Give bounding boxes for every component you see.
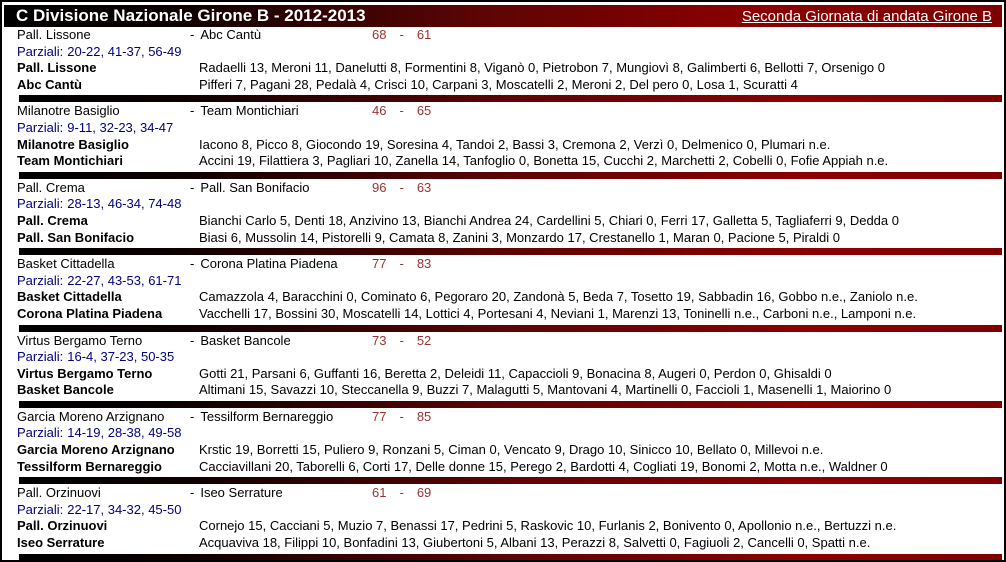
away-team-cell xyxy=(190,333,372,350)
roster-row xyxy=(17,366,1004,383)
home-team-name: Pall. Lissone xyxy=(17,27,91,42)
section-divider xyxy=(19,401,1002,408)
player-scores: Biasi 6, Mussolin 14, Pistorelli 9, Camata 8, Zanini 3, Monzardo 17, Crestanello 1, Maran 0, Pacione 5, Piraldi 0 xyxy=(199,229,840,245)
score-home: 46 xyxy=(372,103,387,119)
roster-team-name: Pall. Orzinuovi xyxy=(17,518,108,534)
player-scores: Cornejo 15, Cacciani 5, Muzio 7, Benassi 17, Pedrini 5, Raskovic 10, Furlanis 2, Bonivento 0, Apollonio n.e., Bertuzzi n.e. xyxy=(199,518,897,534)
page-title: C Divisione Nazionale Girone B - 2012-2013 xyxy=(16,6,366,25)
home-team-name: Pall. Crema xyxy=(17,179,85,195)
game-block xyxy=(2,485,1004,560)
score-home: 61 xyxy=(372,485,387,501)
match-line xyxy=(17,27,1004,44)
roster-team-name: Basket Cittadella xyxy=(17,289,122,305)
team-separator-dash: - xyxy=(190,485,195,501)
section-divider xyxy=(19,95,1002,102)
player-scores: Iacono 8, Picco 8, Giocondo 19, Soresina 4, Tandoi 2, Bassi 3, Cremona 2, Verzì 0, Delmenico 0, Plumari n.e. xyxy=(199,136,831,152)
roster-row xyxy=(17,382,1004,399)
parziali-line xyxy=(17,273,1004,290)
score-away: 63 xyxy=(416,179,432,195)
section-divider xyxy=(19,325,1002,332)
away-team-name: Pall. San Bonifacio xyxy=(200,179,310,195)
parziali-line xyxy=(17,502,1004,519)
roster-row xyxy=(17,213,1004,230)
away-team-name: Abc Cantù xyxy=(200,27,262,42)
player-scores: Pifferi 7, Pagani 28, Pedalà 4, Crisci 10, Carpani 3, Moscatelli 2, Meroni 2, Del pero 0, Losa 1, Scuratti 4 xyxy=(199,76,798,92)
game-block xyxy=(2,409,1004,484)
player-scores: Altimani 15, Savazzi 10, Steccanella 9, Buzzi 7, Malagutti 5, Mantovani 4, Martinelli 0, Faccioli 1, Masenelli 1, Maiorino 0 xyxy=(199,382,892,398)
score xyxy=(372,103,431,120)
score-dash: - xyxy=(399,179,404,195)
roster-row xyxy=(17,60,1004,77)
parziali-label: Parziali: xyxy=(17,425,64,441)
score-home: 68 xyxy=(372,27,387,42)
parziali-values: 22-17, 34-32, 45-50 xyxy=(67,501,182,517)
away-team-cell xyxy=(190,256,372,273)
score-away: 52 xyxy=(416,332,432,348)
match-line xyxy=(17,485,1004,502)
roster-team-name: Corona Platina Piadena xyxy=(17,305,163,321)
roster-team-name: Iseo Serrature xyxy=(17,535,105,551)
score-home: 73 xyxy=(372,332,387,348)
roster-row xyxy=(17,535,1004,552)
score-away: 83 xyxy=(416,256,432,272)
roster-team-name: Milanotre Basiglio xyxy=(17,136,129,152)
parziali-values: 22-27, 43-53, 61-71 xyxy=(67,272,182,288)
parziali-label: Parziali: xyxy=(17,196,64,212)
parziali-label: Parziali: xyxy=(17,272,64,288)
section-divider xyxy=(19,554,1002,561)
match-line xyxy=(17,103,1004,120)
match-line xyxy=(17,409,1004,426)
player-scores: Vacchelli 17, Bossini 30, Moscatelli 14, Lottici 4, Portesani 4, Neviani 1, Marenzi 13, Toninelli n.e., Carboni n.e., Lamponi n.e. xyxy=(199,305,917,321)
roster-row xyxy=(17,153,1004,170)
away-team-cell xyxy=(190,27,372,44)
roster-team-name: Tessilform Bernareggio xyxy=(17,458,162,474)
team-separator-dash: - xyxy=(190,332,195,348)
score xyxy=(372,256,431,273)
player-scores: Camazzola 4, Baracchini 0, Cominato 6, Pegoraro 20, Zandonà 5, Beda 7, Tosetto 19, Sabbadin 16, Gobbo n.e., Zaniolo n.e. xyxy=(199,289,918,305)
section-divider xyxy=(19,248,1002,255)
roster-team-name: Team Montichiari xyxy=(17,153,123,169)
score-dash: - xyxy=(399,485,404,501)
team-separator-dash: - xyxy=(190,256,195,272)
player-scores: Gotti 21, Parsani 6, Guffanti 16, Beretta 2, Deleidi 11, Capaccioli 9, Bonacina 8, Augeri 0, Perdon 0, Ghisaldi 0 xyxy=(199,365,832,381)
header-bar xyxy=(4,5,1002,27)
parziali-label: Parziali: xyxy=(17,43,64,59)
score-away: 61 xyxy=(416,27,432,42)
away-team-cell xyxy=(190,409,372,426)
parziali-line xyxy=(17,349,1004,366)
game-block xyxy=(2,103,1004,178)
roster-row xyxy=(17,77,1004,94)
parziali-label: Parziali: xyxy=(17,349,64,365)
score-away: 85 xyxy=(416,408,432,424)
away-team-name: Corona Platina Piadena xyxy=(200,256,338,272)
away-team-name: Iseo Serrature xyxy=(200,485,283,501)
home-team-name: Pall. Orzinuovi xyxy=(17,485,101,501)
roster-row xyxy=(17,137,1004,154)
score-dash: - xyxy=(399,103,404,119)
score xyxy=(372,333,431,350)
score-home: 96 xyxy=(372,179,387,195)
score-dash: - xyxy=(399,408,404,424)
game-block xyxy=(2,256,1004,331)
roster-team-name: Abc Cantù xyxy=(17,76,82,92)
section-divider xyxy=(19,172,1002,179)
score xyxy=(372,27,431,44)
home-team-name: Basket Cittadella xyxy=(17,256,115,272)
away-team-cell xyxy=(190,485,372,502)
parziali-values: 14-19, 28-38, 49-58 xyxy=(67,425,182,441)
parziali-label: Parziali: xyxy=(17,119,64,135)
parziali-line xyxy=(17,196,1004,213)
away-team-name: Basket Bancole xyxy=(200,332,291,348)
roster-row xyxy=(17,289,1004,306)
giornata-link[interactable]: Seconda Giornata di andata Girone B xyxy=(741,7,992,25)
away-team-name: Tessilform Bernareggio xyxy=(200,408,334,424)
parziali-label: Parziali: xyxy=(17,501,64,517)
player-scores: Radaelli 13, Meroni 11, Danelutti 8, Formentini 8, Viganò 0, Pietrobon 7, Mungiovì 8, Galimberti 6, Bellotti 7, Orsenigo 0 xyxy=(199,60,885,76)
roster-team-name: Basket Bancole xyxy=(17,382,114,398)
parziali-values: 20-22, 41-37, 56-49 xyxy=(67,43,182,59)
parziali-values: 9-11, 32-23, 34-47 xyxy=(67,119,174,135)
match-line xyxy=(17,333,1004,350)
score xyxy=(372,409,431,426)
score-away: 69 xyxy=(416,485,432,501)
player-scores: Accini 19, Filattiera 3, Pagliari 10, Zanella 14, Tanfoglio 0, Bonetta 15, Cucchi 2, Marchetti 2, Cobelli 0, Fofie Appiah n.e. xyxy=(199,153,889,169)
team-separator-dash: - xyxy=(190,179,195,195)
match-line xyxy=(17,256,1004,273)
score-home: 77 xyxy=(372,256,387,272)
roster-team-name: Pall. Crema xyxy=(17,212,88,228)
roster-team-name: Pall. San Bonifacio xyxy=(17,229,135,245)
roster-team-name: Garcia Moreno Arzignano xyxy=(17,442,175,458)
roster-row xyxy=(17,230,1004,247)
parziali-values: 28-13, 46-34, 74-48 xyxy=(67,196,182,212)
player-scores: Cacciavillani 20, Taborelli 6, Corti 17, Delle donne 15, Perego 2, Bardotti 4, Cogliati 19, Bonomi 2, Motta n.e., Waldner 0 xyxy=(199,458,888,474)
roster-team-name: Pall. Lissone xyxy=(17,60,97,76)
team-separator-dash: - xyxy=(190,27,195,42)
score-dash: - xyxy=(399,27,404,42)
score xyxy=(372,180,431,197)
away-team-cell xyxy=(190,180,372,197)
game-block xyxy=(2,333,1004,408)
roster-row xyxy=(17,518,1004,535)
home-team-name: Virtus Bergamo Terno xyxy=(17,332,143,348)
home-team-name: Garcia Moreno Arzignano xyxy=(17,408,165,424)
player-scores: Krstic 19, Borretti 15, Puliero 9, Ronzani 5, Ciman 0, Vencato 9, Drago 10, Sinicco 10, Bellato 0, Millevoi n.e. xyxy=(199,442,824,458)
score xyxy=(372,485,431,502)
game-block xyxy=(2,27,1004,102)
roster-team-name: Virtus Bergamo Terno xyxy=(17,365,153,381)
team-separator-dash: - xyxy=(190,408,195,424)
score-home: 77 xyxy=(372,408,387,424)
home-team-name: Milanotre Basiglio xyxy=(17,103,120,119)
score-dash: - xyxy=(399,256,404,272)
away-team-name: Team Montichiari xyxy=(200,103,299,119)
parziali-line xyxy=(17,425,1004,442)
section-divider xyxy=(19,477,1002,484)
parziali-line xyxy=(17,44,1004,61)
parziali-line xyxy=(17,120,1004,137)
player-scores: Acquaviva 18, Filippi 10, Bonfadini 13, Giubertoni 5, Albani 13, Perazzi 8, Salvetti 0, Fagiuoli 2, Cancelli 0, Spatti n.e. xyxy=(199,535,871,551)
parziali-values: 16-4, 37-23, 50-35 xyxy=(67,349,175,365)
match-line xyxy=(17,180,1004,197)
score-dash: - xyxy=(399,332,404,348)
player-scores: Bianchi Carlo 5, Denti 18, Anzivino 13, Bianchi Andrea 24, Cardellini 5, Chiari 0, Ferri 17, Galletta 5, Tagliaferri 9, Dedda 0 xyxy=(199,212,899,228)
game-block xyxy=(2,180,1004,255)
roster-row xyxy=(17,459,1004,476)
team-separator-dash: - xyxy=(190,103,195,119)
roster-row xyxy=(17,442,1004,459)
score-away: 65 xyxy=(416,103,432,119)
away-team-cell xyxy=(190,103,372,120)
roster-row xyxy=(17,306,1004,323)
